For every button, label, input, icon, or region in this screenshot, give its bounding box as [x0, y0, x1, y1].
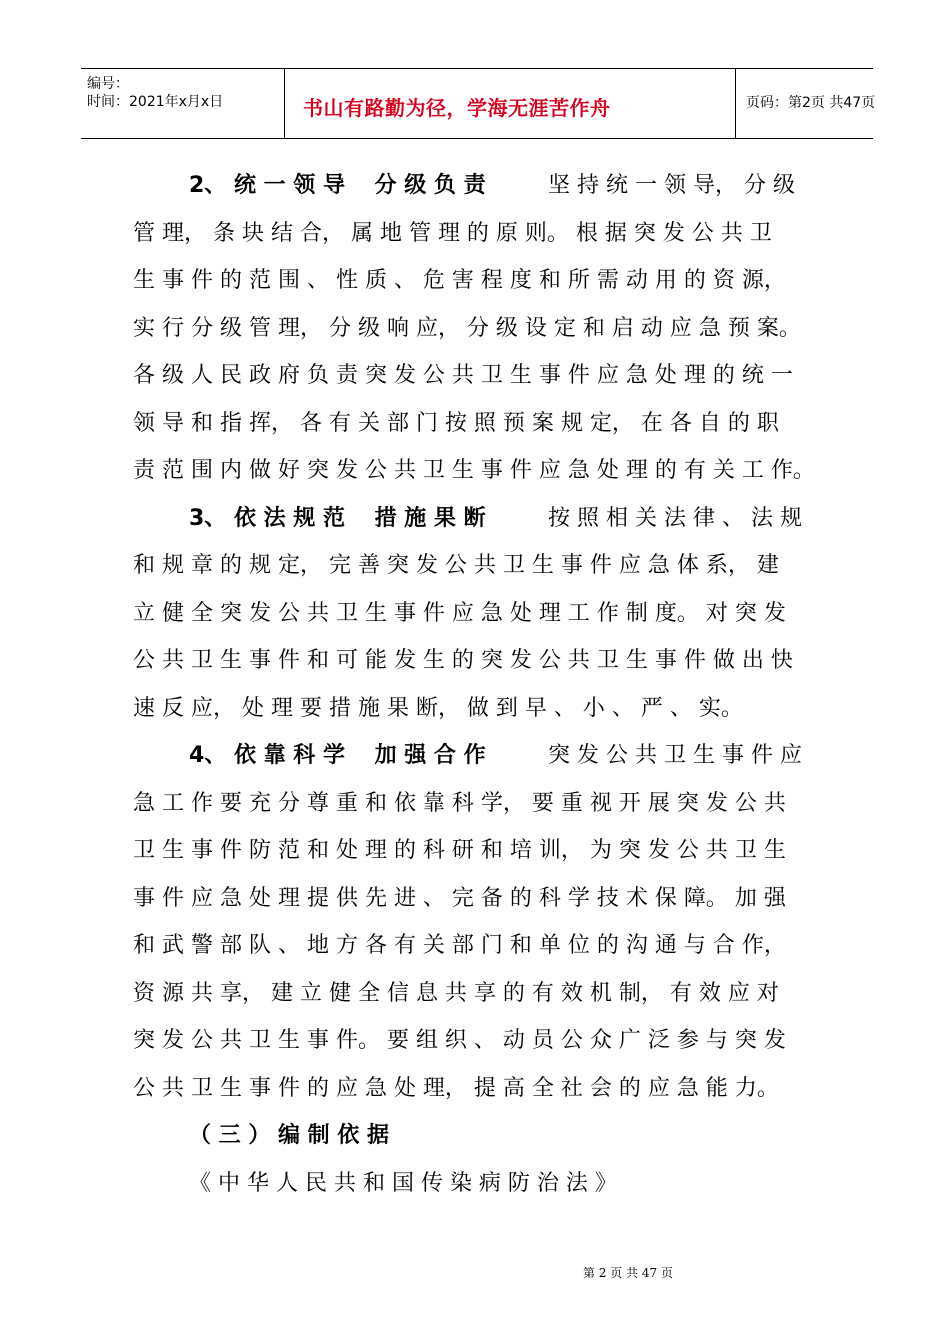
- paragraph-4-line-2: 急 工 作 要 充 分 尊 重 和 依 靠 科 学， 要 重 视 开 展 突 发 公 共: [133, 791, 786, 816]
- document-number-label: 编号：: [87, 76, 129, 92]
- paragraph-3-line-4: 公 共 卫 生 事 件 和 可 能 发 生 的 突 发 公 共 卫 生 事 件 做 出 快: [133, 648, 793, 673]
- paragraph-2-line-3: 生 事 件 的 范 围 、 性 质 、 危 害 程 度 和 所 需 动 用 的 资 源，: [133, 268, 786, 293]
- header-page-cell: [736, 69, 876, 138]
- header-page-info: 页码：第2页 共47页: [746, 95, 876, 111]
- paragraph-3-line-3: 立 健 全 突 发 公 共 卫 生 事 件 应 急 处 理 工 作 制 度。 对 突 发: [133, 601, 786, 626]
- paragraph-4-line-4: 事 件 应 急 处 理 提 供 先 进 、 完 备 的 科 学 技 术 保 障。 加 强: [133, 886, 786, 911]
- header-motto-cell: [285, 69, 736, 138]
- paragraph-4-line-1: 突 发 公 共 卫 生 事 件 应: [548, 743, 802, 768]
- paragraph-4-heading: 4、 依 靠 科 学 加 强 合 作: [189, 743, 486, 768]
- paragraph-3-heading: 3、 依 法 规 范 措 施 果 断: [189, 506, 486, 531]
- paragraph-2-line-6: 领 导 和 指 挥， 各 有 关 部 门 按 照 预 案 规 定， 在 各 自 的 职: [133, 411, 779, 436]
- section-heading: （ 三 ） 编 制 依 据: [189, 1123, 389, 1148]
- paragraph-4-line-3: 卫 生 事 件 防 范 和 处 理 的 科 研 和 培 训， 为 突 发 公 共 卫 生: [133, 838, 786, 863]
- paragraph-2-line-1: 坚 持 统 一 领 导， 分 级: [548, 173, 795, 198]
- paragraph-2-line-7: 责 范 围 内 做 好 突 发 公 共 卫 生 事 件 应 急 处 理 的 有 关 工 作。: [133, 458, 815, 483]
- page-footer: 第 2 页 共 47 页: [583, 1266, 673, 1280]
- paragraph-4-line-7: 突 发 公 共 卫 生 事 件。 要 组 织 、 动 员 公 众 广 泛 参 与 突 发: [133, 1028, 786, 1053]
- header-meta-cell: [81, 69, 285, 138]
- document-date-label: 时间：2021年x月x日: [87, 94, 224, 110]
- document-header: [81, 68, 876, 139]
- paragraph-3-line-1: 按 照 相 关 法 律 、 法 规: [548, 506, 802, 531]
- paragraph-4-line-5: 和 武 警 部 队 、 地 方 各 有 关 部 门 和 单 位 的 沟 通 与 合 作，: [133, 933, 786, 958]
- paragraph-3-line-5: 速 反 应， 处 理 要 措 施 果 断， 做 到 早 、 小 、 严 、 实。: [133, 696, 743, 721]
- law-title: 《 中 华 人 民 共 和 国 传 染 病 防 治 法 》: [189, 1171, 617, 1196]
- paragraph-2-line-5: 各 级 人 民 政 府 负 责 突 发 公 共 卫 生 事 件 应 急 处 理 的 统 一: [133, 363, 793, 388]
- paragraph-2-heading: 2、 统 一 领 导 分 级 负 责: [189, 173, 486, 198]
- paragraph-4-line-6: 资 源 共 享， 建 立 健 全 信 息 共 享 的 有 效 机 制， 有 效 应 对: [133, 981, 779, 1006]
- paragraph-4-line-8: 公 共 卫 生 事 件 的 应 急 处 理， 提 高 全 社 会 的 应 急 能 力。: [133, 1076, 779, 1101]
- paragraph-2-line-2: 管 理， 条 块 结 合， 属 地 管 理 的 原 则。 根 据 突 发 公 共 卫: [133, 221, 772, 246]
- header-motto: 书山有路勤为径，学海无涯苦作舟: [303, 96, 611, 120]
- paragraph-2-line-4: 实 行 分 级 管 理， 分 级 响 应， 分 级 设 定 和 启 动 应 急 预 案。: [133, 316, 801, 341]
- paragraph-3-line-2: 和 规 章 的 规 定， 完 善 突 发 公 共 卫 生 事 件 应 急 体 系， 建: [133, 553, 779, 578]
